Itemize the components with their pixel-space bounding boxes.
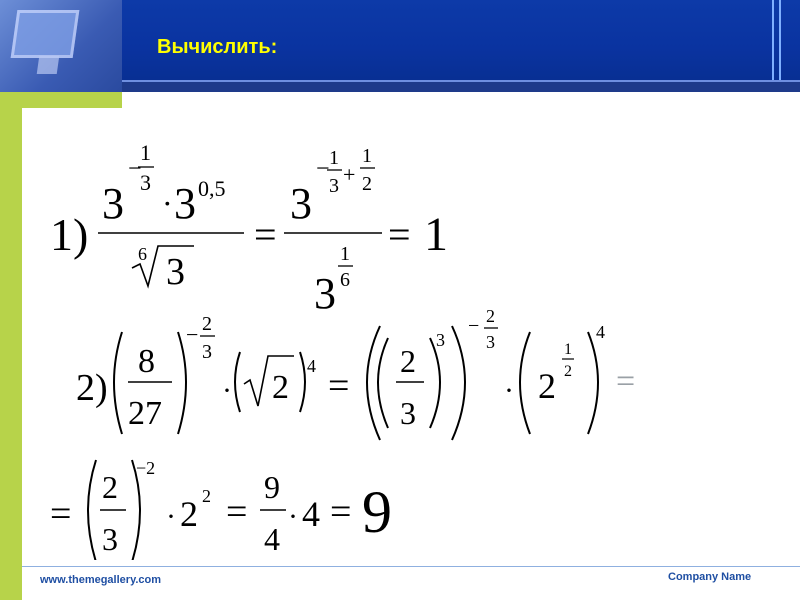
equals-sign: =	[226, 491, 248, 533]
result: 1	[424, 208, 448, 261]
item-number: 2)	[76, 367, 108, 409]
fraction-numerator: 2	[400, 343, 416, 379]
exponent: 2	[202, 486, 211, 506]
item-number: 1)	[50, 209, 89, 260]
fraction-denominator: 3	[400, 395, 416, 431]
logo-graphic	[0, 0, 122, 92]
exponent: 4	[596, 322, 605, 342]
footer-divider	[22, 566, 800, 567]
monitor-stand-icon	[37, 56, 60, 74]
equals-sign: =	[330, 491, 352, 533]
radicand: 3	[166, 251, 185, 293]
fraction-numerator: 2	[102, 469, 118, 505]
exponent: 0,5	[198, 176, 226, 201]
exponent-numerator: 2	[486, 306, 495, 326]
exponent-numerator: 1	[340, 243, 350, 265]
fraction-denominator: 27	[128, 395, 162, 432]
exponent-denominator: 6	[340, 269, 350, 291]
fraction-numerator: 9	[264, 469, 280, 505]
minus-sign: −	[316, 156, 330, 182]
fraction-denominator: 3	[102, 521, 118, 557]
multiply-dot: ·	[288, 500, 298, 533]
footer-website: www.themegallery.com	[40, 574, 162, 586]
radicand: 2	[272, 369, 289, 406]
multiply-dot: ·	[166, 500, 176, 533]
power-base: 3	[290, 179, 312, 228]
equals-sign: =	[50, 493, 72, 535]
power-base: 3	[102, 179, 124, 228]
fraction-numerator: 8	[138, 343, 155, 380]
exponent-denominator: 2	[362, 173, 372, 195]
power-base: 3	[314, 269, 336, 318]
minus-sign: −	[186, 322, 199, 347]
plus-sign: +	[343, 162, 356, 187]
minus-sign: −	[468, 315, 480, 337]
power-base: 2	[180, 494, 198, 534]
exponent-numerator: 1	[564, 341, 572, 358]
exponent-numerator: 1	[329, 147, 339, 169]
exponent-denominator: 3	[486, 332, 495, 352]
exponent-denominator: 3	[140, 170, 151, 195]
multiply-dot: ·	[504, 374, 514, 407]
sidebar-accent	[0, 92, 22, 600]
footer-company: Company Name	[668, 571, 752, 583]
root-index: 6	[138, 244, 147, 264]
power-base: 3	[174, 179, 196, 228]
exponent-denominator: 2	[564, 363, 572, 380]
exponent: 3	[436, 330, 445, 350]
exponent: −2	[136, 458, 156, 478]
exponent-denominator: 3	[202, 341, 212, 363]
equals-sign: =	[328, 365, 350, 407]
monitor-icon	[11, 10, 80, 58]
multiply-dot: ·	[222, 374, 232, 407]
exponent-numerator: 1	[140, 140, 151, 165]
multiply-dot: ·	[162, 185, 173, 221]
exponent-numerator: 2	[202, 313, 212, 335]
fraction-denominator: 4	[264, 521, 280, 557]
exponent-numerator: 1	[362, 145, 372, 167]
header-divider-line	[779, 0, 781, 80]
result: 9	[362, 479, 392, 545]
exponent-denominator: 3	[329, 175, 339, 197]
minus-sign: −	[128, 156, 142, 182]
factor: 4	[302, 494, 320, 534]
math-formula	[22, 100, 782, 560]
slide-title: Вычислить:	[157, 36, 278, 58]
equals-sign: =	[616, 363, 636, 400]
equals-sign: =	[388, 212, 411, 257]
equals-sign: =	[254, 212, 277, 257]
header-divider-line	[772, 0, 774, 80]
exponent: 4	[307, 356, 316, 376]
power-base: 2	[538, 366, 556, 406]
